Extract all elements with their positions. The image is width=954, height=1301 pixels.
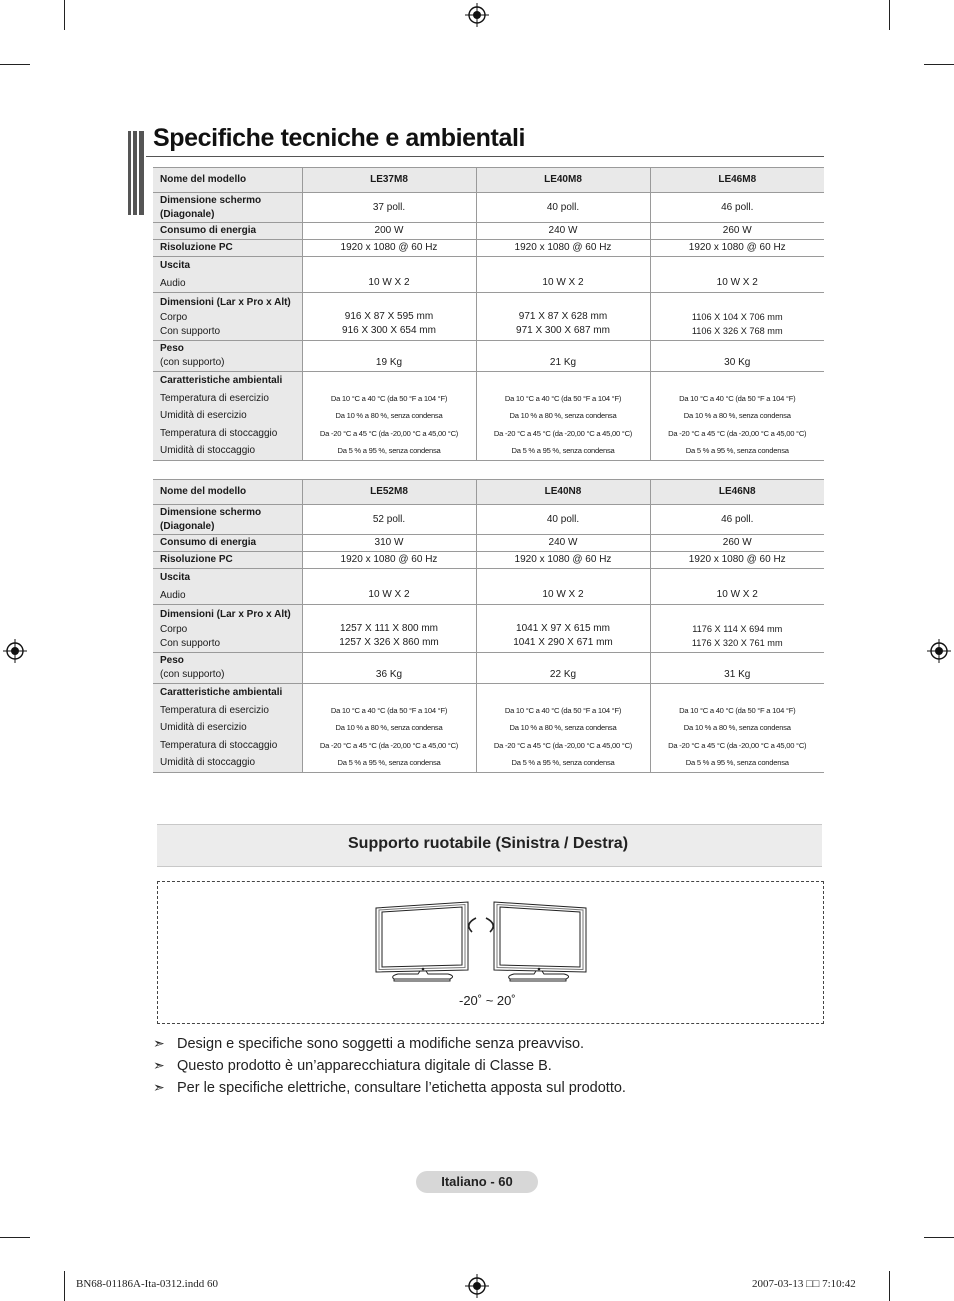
model-name-label: Nome del modello <box>153 168 302 193</box>
storage-humidity-value: Da 5 % a 95 %, senza condensa <box>511 758 615 767</box>
storage-temp-label: Temperatura di stoccaggio <box>160 739 278 751</box>
model-name: LE46N8 <box>650 480 824 505</box>
stand-dimensions: 1176 X 320 X 761 mm <box>691 638 783 648</box>
crop-mark <box>64 0 65 30</box>
op-humidity-value: Da 10 % a 80 %, senza condensa <box>683 411 791 420</box>
audio-label: Audio <box>160 277 186 289</box>
op-humidity-label: Umidità di esercizio <box>160 410 247 421</box>
weight-value: 31 Kg <box>724 669 751 680</box>
pc-resolution-value: 1920 x 1080 @ 60 Hz <box>688 554 786 565</box>
audio-value: 10 W X 2 <box>476 569 650 605</box>
with-stand-label: Con supporto <box>160 326 221 338</box>
registration-mark-icon <box>3 639 27 663</box>
environment-label: Caratteristiche ambientali <box>160 375 283 386</box>
model-name-label: Nome del modello <box>153 480 302 505</box>
pc-resolution-value: 1920 x 1080 @ 60 Hz <box>476 552 650 569</box>
pc-resolution-value: 1920 x 1080 @ 60 Hz <box>688 242 786 253</box>
crop-mark <box>889 0 890 30</box>
environment-label: Caratteristiche ambientali <box>160 687 283 698</box>
op-humidity-value: Da 10 % a 80 %, senza condensa <box>335 723 443 732</box>
stand-dimensions: 916 X 300 X 654 mm <box>342 325 436 336</box>
body-dimensions: 1041 X 97 X 615 mm <box>516 623 610 634</box>
weight-label: Peso <box>160 655 184 666</box>
op-humidity-value: Da 10 % a 80 %, senza condensa <box>335 411 443 420</box>
body-dimensions: 916 X 87 X 595 mm <box>344 311 434 322</box>
storage-humidity-label: Umidità di stoccaggio <box>160 445 256 456</box>
table-row <box>153 168 824 193</box>
op-temp-label: Temperatura di esercizio <box>160 392 269 404</box>
audio-value: 10 W X 2 <box>302 569 476 605</box>
screen-size-label: Dimensione schermo <box>160 506 262 518</box>
registration-mark-icon <box>465 3 489 27</box>
table-row <box>153 684 824 773</box>
body-label: Corpo <box>160 312 188 324</box>
table-row <box>153 535 824 552</box>
pc-resolution-value: 1920 x 1080 @ 60 Hz <box>302 552 476 569</box>
table-row <box>153 653 824 684</box>
table-row <box>153 605 824 653</box>
weight-sublabel: (con supporto) <box>160 669 225 680</box>
storage-temp-value: Da -20 °C a 45 °C (da -20,00 °C a 45,00 °C) <box>668 740 807 750</box>
storage-humidity-value: Da 5 % a 95 %, senza condensa <box>685 446 789 455</box>
model-name: LE40M8 <box>476 168 650 193</box>
note-arrow-icon: ➣ <box>153 1035 165 1051</box>
storage-temp-value: Da -20 °C a 45 °C (da -20,00 °C a 45,00 °C) <box>493 428 633 438</box>
dimensions-label: Dimensioni (Lar x Pro x Alt) <box>160 608 291 620</box>
registration-mark-icon <box>927 639 951 663</box>
note-item <box>153 1057 552 1074</box>
weight-sublabel: (con supporto) <box>160 357 225 368</box>
crop-mark <box>889 1271 890 1301</box>
footer-filename: BN68-01186A-Ita-0312.indd 60 <box>76 1278 218 1290</box>
power-value: 310 W <box>302 535 476 552</box>
storage-temp-label: Temperatura di stoccaggio <box>160 427 278 439</box>
output-label: Uscita <box>160 572 191 583</box>
screen-size-sublabel: (Diagonale) <box>160 520 215 532</box>
stand-dimensions: 971 X 300 X 687 mm <box>516 325 610 336</box>
crop-mark <box>924 1237 954 1238</box>
storage-humidity-value: Da 5 % a 95 %, senza condensa <box>511 446 615 455</box>
table-row <box>153 552 824 569</box>
table-row <box>153 480 824 505</box>
power-label: Consumo di energia <box>160 225 257 236</box>
table-row <box>153 223 824 240</box>
page-number-badge: Italiano - 60 <box>416 1171 538 1193</box>
screen-size-value: 52 poll. <box>302 505 476 535</box>
registration-mark-icon <box>465 1274 489 1298</box>
audio-value: 10 W X 2 <box>716 589 758 600</box>
op-temp-value: Da 10 °C a 40 °C (da 50 °F a 104 °F) <box>679 705 796 715</box>
table-row <box>153 240 824 257</box>
table-row <box>153 193 824 223</box>
crop-mark <box>924 64 954 65</box>
op-temp-value: Da 10 °C a 40 °C (da 50 °F a 104 °F) <box>330 705 448 715</box>
screen-size-value: 46 poll. <box>721 201 754 213</box>
op-humidity-label: Umidità di esercizio <box>160 722 247 733</box>
storage-temp-value: Da -20 °C a 45 °C (da -20,00 °C a 45,00 °C) <box>668 428 807 438</box>
body-dimensions: 1257 X 111 X 800 mm <box>339 623 439 634</box>
spec-table-1 <box>153 167 824 461</box>
power-value: 260 W <box>722 537 752 548</box>
note-item <box>153 1035 584 1052</box>
note-arrow-icon: ➣ <box>153 1079 165 1095</box>
stand-dimensions: 1257 X 326 X 860 mm <box>339 637 439 648</box>
storage-temp-value: Da -20 °C a 45 °C (da -20,00 °C a 45,00 °C) <box>319 428 459 438</box>
screen-size-value: 40 poll. <box>476 505 650 535</box>
output-label: Uscita <box>160 260 191 271</box>
power-value: 260 W <box>722 225 752 236</box>
weight-value: 21 Kg <box>476 341 650 372</box>
pc-resolution-value: 1920 x 1080 @ 60 Hz <box>476 240 650 257</box>
crop-mark <box>0 1237 30 1238</box>
weight-value: 22 Kg <box>476 653 650 684</box>
op-temp-label: Temperatura di esercizio <box>160 704 269 716</box>
model-name: LE46M8 <box>650 168 824 193</box>
screen-size-value: 40 poll. <box>476 193 650 223</box>
pc-resolution-label: Risoluzione PC <box>160 242 233 253</box>
note-text: Design e specifiche sono soggetti a modifiche senza preavviso. <box>177 1036 585 1052</box>
weight-value: 19 Kg <box>302 341 476 372</box>
title-divider <box>146 156 824 157</box>
power-value: 240 W <box>476 535 650 552</box>
weight-value: 36 Kg <box>302 653 476 684</box>
body-dimensions: 1176 X 114 X 694 mm <box>692 624 783 634</box>
swivel-tv-illustration <box>372 896 590 984</box>
dimensions-label: Dimensioni (Lar x Pro x Alt) <box>160 296 291 308</box>
audio-value: 10 W X 2 <box>716 277 758 288</box>
op-temp-value: Da 10 °C a 40 °C (da 50 °F a 104 °F) <box>504 393 622 403</box>
model-name: LE37M8 <box>302 168 476 193</box>
body-label: Corpo <box>160 624 188 636</box>
power-value: 200 W <box>302 223 476 240</box>
weight-label: Peso <box>160 343 184 354</box>
storage-humidity-value: Da 5 % a 95 %, senza condensa <box>337 758 441 767</box>
screen-size-sublabel: (Diagonale) <box>160 208 215 220</box>
screen-size-value: 37 poll. <box>302 193 476 223</box>
swivel-angle-label: -20˚ ~ 20˚ <box>459 993 516 1008</box>
crop-mark <box>0 64 30 65</box>
stand-dimensions: 1041 X 290 X 671 mm <box>513 637 613 648</box>
spec-table-2 <box>153 479 824 773</box>
table-row <box>153 293 824 341</box>
screen-size-label: Dimensione schermo <box>160 194 262 206</box>
op-temp-value: Da 10 °C a 40 °C (da 50 °F a 104 °F) <box>679 393 796 403</box>
pc-resolution-value: 1920 x 1080 @ 60 Hz <box>302 240 476 257</box>
audio-value: 10 W X 2 <box>476 257 650 293</box>
pc-resolution-label: Risoluzione PC <box>160 554 233 565</box>
support-section-title: Supporto ruotabile (Sinistra / Destra) <box>348 835 629 852</box>
table-row <box>153 341 824 372</box>
op-humidity-value: Da 10 % a 80 %, senza condensa <box>509 411 617 420</box>
weight-value: 30 Kg <box>724 357 751 368</box>
footer-timestamp: 2007-03-13 □□ 7:10:42 <box>752 1278 856 1290</box>
op-humidity-value: Da 10 % a 80 %, senza condensa <box>509 723 617 732</box>
storage-temp-value: Da -20 °C a 45 °C (da -20,00 °C a 45,00 °C) <box>319 740 459 750</box>
note-text: Questo prodotto è un’apparecchiatura digitale di Classe B. <box>177 1058 552 1074</box>
storage-temp-value: Da -20 °C a 45 °C (da -20,00 °C a 45,00 °C) <box>493 740 633 750</box>
op-temp-value: Da 10 °C a 40 °C (da 50 °F a 104 °F) <box>330 393 448 403</box>
note-arrow-icon: ➣ <box>153 1057 165 1073</box>
storage-humidity-label: Umidità di stoccaggio <box>160 757 256 768</box>
op-temp-value: Da 10 °C a 40 °C (da 50 °F a 104 °F) <box>504 705 622 715</box>
op-humidity-value: Da 10 % a 80 %, senza condensa <box>683 723 791 732</box>
model-name: LE52M8 <box>302 480 476 505</box>
table-row <box>153 569 824 605</box>
stand-dimensions: 1106 X 326 X 768 mm <box>691 326 783 336</box>
table-row <box>153 257 824 293</box>
storage-humidity-value: Da 5 % a 95 %, senza condensa <box>337 446 441 455</box>
power-label: Consumo di energia <box>160 537 257 548</box>
page-title: Specifiche tecniche e ambientali <box>153 124 526 152</box>
note-text: Per le specifiche elettriche, consultare l’etichetta apposta sul prodotto. <box>177 1080 626 1096</box>
title-decoration <box>128 131 144 215</box>
model-name: LE40N8 <box>476 480 650 505</box>
body-dimensions: 971 X 87 X 628 mm <box>518 311 608 322</box>
note-item <box>153 1079 626 1096</box>
power-value: 240 W <box>476 223 650 240</box>
audio-label: Audio <box>160 589 186 601</box>
screen-size-value: 46 poll. <box>721 513 754 525</box>
crop-mark <box>64 1271 65 1301</box>
table-row <box>153 372 824 461</box>
audio-value: 10 W X 2 <box>302 257 476 293</box>
body-dimensions: 1106 X 104 X 706 mm <box>691 312 783 322</box>
storage-humidity-value: Da 5 % a 95 %, senza condensa <box>685 758 789 767</box>
with-stand-label: Con supporto <box>160 638 221 650</box>
table-row <box>153 505 824 535</box>
